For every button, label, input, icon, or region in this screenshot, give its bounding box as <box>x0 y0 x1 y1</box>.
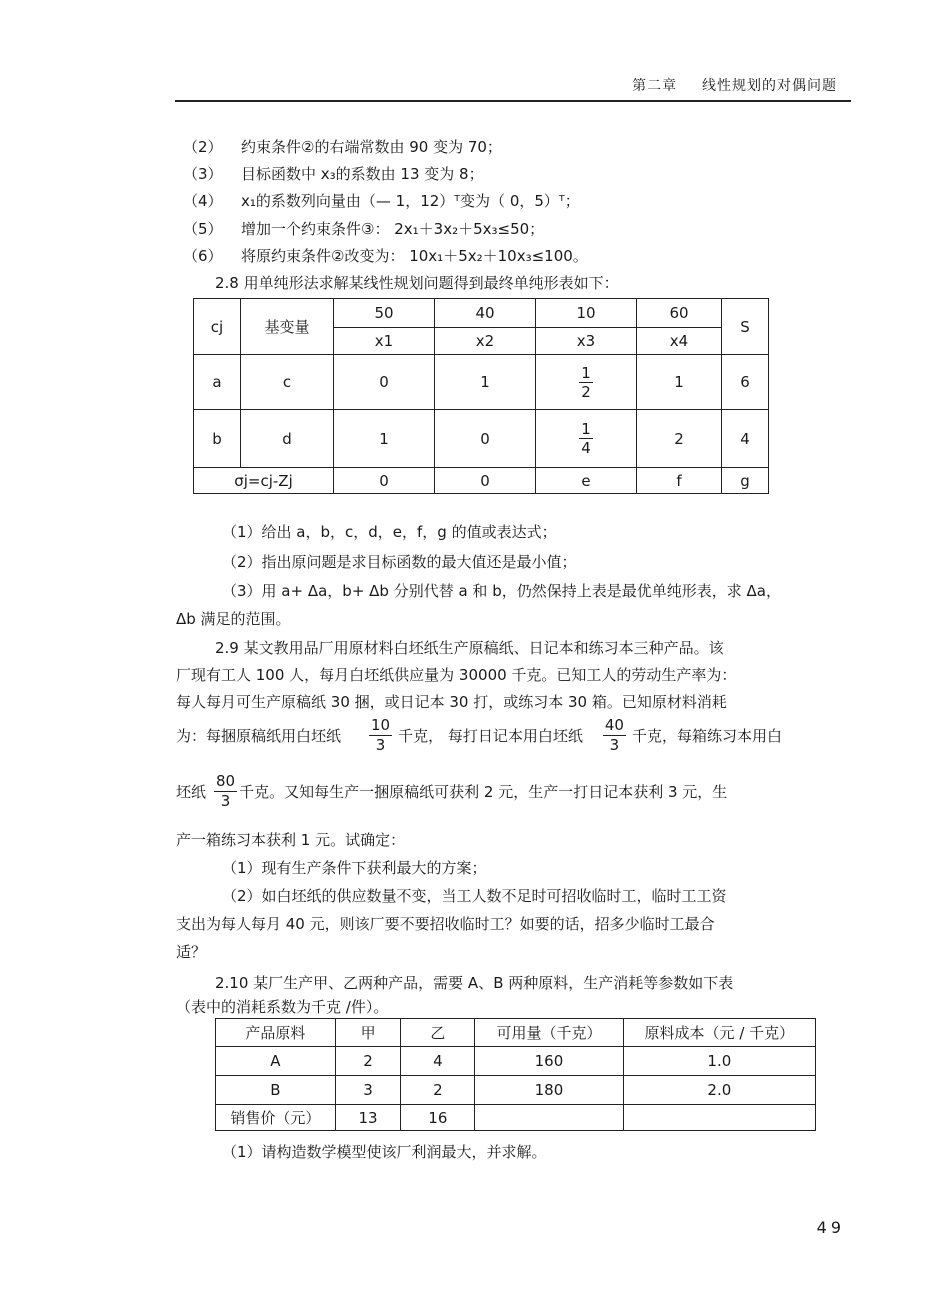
item-no: （4） <box>183 192 223 210</box>
fraction <box>579 364 593 401</box>
q29-l2: 厂现有工人 100 人，每月白坯纸供应量为 30000 千克。已知工人的劳动生产率为： <box>176 666 737 684</box>
table-row <box>194 410 769 468</box>
fraction <box>579 420 593 457</box>
q29-l3: 每人每月可生产原稿纸 30 捆，或日记本 30 打，或练习本 30 箱。已知原材料消耗 <box>176 693 727 711</box>
item-6 <box>183 245 588 266</box>
denominator: 3 <box>220 791 231 810</box>
cell: B <box>216 1076 336 1105</box>
var-cell: x4 <box>637 328 722 355</box>
cost-cell: 40 <box>435 299 536 328</box>
item-no: （3） <box>183 165 223 183</box>
text: 为：每捆原稿纸用白坯纸 <box>176 726 342 745</box>
cell: 2 <box>335 1047 401 1076</box>
denominator: 3 <box>375 735 386 754</box>
cell: A <box>216 1047 336 1076</box>
q28-q1: （1）给出 a，b，c，d，e，f，g 的值或表达式； <box>222 523 557 541</box>
q29-q2b: 支出为每人每月 40 元，则该厂要不要招收临时工？如要的话，招多少临时工最合 <box>176 915 715 933</box>
q28-q3a: （3）用 a+ Δa，b+ Δb 分别代替 a 和 b，仍然保持上表是最优单纯形表，求 Δa， <box>222 582 781 600</box>
sigma-cell: g <box>722 468 769 494</box>
row-c: a <box>194 355 241 410</box>
row-x4: 1 <box>637 355 722 410</box>
s-header: S <box>722 299 769 355</box>
page-number: 49 <box>816 1218 845 1237</box>
col-header: 乙 <box>401 1019 475 1047</box>
row-x4: 2 <box>637 410 722 468</box>
cell: 13 <box>335 1105 401 1131</box>
col-header: 产品原料 <box>216 1019 336 1047</box>
table-row <box>216 1105 816 1131</box>
q29-l5 <box>176 772 727 811</box>
table-row <box>216 1047 816 1076</box>
var-cell: x2 <box>435 328 536 355</box>
item-text: x₁的系数列向量由（— 1，12）ᵀ变为（ 0，5）ᵀ； <box>241 192 580 210</box>
sigma-row <box>194 468 769 494</box>
sigma-cell: 0 <box>435 468 536 494</box>
item-no: （2） <box>183 138 223 156</box>
item-no: （5） <box>183 220 223 238</box>
cell: 4 <box>401 1047 475 1076</box>
col-header: 甲 <box>335 1019 401 1047</box>
q29-q1: （1）现有生产条件下获利最大的方案； <box>222 859 487 877</box>
q29-l1: 2.9 某文教用品厂用原材料白坯纸生产原稿纸、日记本和练习本三种产品。该 <box>215 639 724 657</box>
denominator: 3 <box>609 735 620 754</box>
fraction <box>369 716 392 755</box>
var-cell: x3 <box>536 328 637 355</box>
col-header: 原料成本（元 / 千克） <box>623 1019 815 1047</box>
cost-cell: 60 <box>637 299 722 328</box>
table-row <box>194 355 769 410</box>
material-table <box>215 1018 816 1131</box>
sigma-label: σj=cj-Zj <box>194 468 334 494</box>
q29-q2c: 适？ <box>176 943 207 961</box>
numerator: 80 <box>216 772 236 790</box>
row-basis: c <box>241 355 334 410</box>
row-x1: 1 <box>334 410 435 468</box>
numerator: 40 <box>604 716 624 734</box>
table-row <box>216 1076 816 1105</box>
item-text: 增加一个约束条件③： 2x₁＋3x₂＋5x₃≤50； <box>241 220 545 238</box>
cell: 1.0 <box>623 1047 815 1076</box>
q29-q2a: （2）如白坯纸的供应数量不变，当工人数不足时可招收临时工，临时工工资 <box>222 887 727 905</box>
q28-intro: 2.8 用单纯形法求解某线性规划问题得到最终单纯形表如下： <box>215 274 619 292</box>
cell <box>623 1105 815 1131</box>
denominator: 2 <box>581 382 591 401</box>
cost-cell: 50 <box>334 299 435 328</box>
row-x1: 0 <box>334 355 435 410</box>
item-text: 约束条件②的右端常数由 90 变为 70； <box>241 138 502 156</box>
cell: 2.0 <box>623 1076 815 1105</box>
sigma-cell: 0 <box>334 468 435 494</box>
item-2 <box>183 136 502 157</box>
cell: 3 <box>335 1076 401 1105</box>
row-s: 4 <box>722 410 769 468</box>
text: 千克。又知每生产一捆原稿纸可获利 2 元，生产一打日记本获利 3 元，生 <box>239 782 728 801</box>
q28-q3b: Δb 满足的范围。 <box>176 610 291 628</box>
q210-q1: （1）请构造数学模型使该厂利润最大，并求解。 <box>222 1143 547 1161</box>
q29-l4 <box>176 716 782 755</box>
item-text: 将原约束条件②改变为： 10x₁＋5x₂＋10x₃≤100。 <box>241 247 588 265</box>
fraction <box>214 772 237 811</box>
cost-cell: 10 <box>536 299 637 328</box>
row-x2: 1 <box>435 355 536 410</box>
sigma-cell: f <box>637 468 722 494</box>
row-x3 <box>536 355 637 410</box>
cell <box>475 1105 623 1131</box>
cell: 180 <box>475 1076 623 1105</box>
cell: 销售价（元） <box>216 1105 336 1131</box>
cell: 2 <box>401 1076 475 1105</box>
text: 千克，每箱练习本用白 <box>631 726 782 745</box>
cell: 160 <box>475 1047 623 1076</box>
header-rule <box>175 100 851 102</box>
header-title: 线性规划的对偶问题 <box>702 78 837 94</box>
item-text: 目标函数中 x₃的系数由 13 变为 8； <box>241 165 484 183</box>
q29-l6: 产一箱练习本获利 1 元。试确定： <box>176 831 406 849</box>
text: 千克， 每打日记本用白坯纸 <box>398 726 583 745</box>
denominator: 4 <box>581 439 591 457</box>
sigma-cell: e <box>536 468 637 494</box>
item-3 <box>183 163 484 184</box>
row-x3 <box>536 410 637 468</box>
cell: 16 <box>401 1105 475 1131</box>
numerator: 1 <box>581 363 591 382</box>
numerator: 1 <box>581 420 591 438</box>
col-header: 可用量（千克） <box>475 1019 623 1047</box>
row-c: b <box>194 410 241 468</box>
var-cell: x1 <box>334 328 435 355</box>
item-5 <box>183 218 544 239</box>
basis-header: 基变量 <box>241 299 334 355</box>
item-4 <box>183 190 580 211</box>
header-chapter: 第二章 <box>632 78 678 94</box>
page-header <box>632 75 837 95</box>
row-basis: d <box>241 410 334 468</box>
fraction <box>603 716 626 755</box>
cj-header: cj <box>194 299 241 355</box>
row-s: 6 <box>722 355 769 410</box>
item-no: （6） <box>183 247 223 265</box>
q210-l1: 2.10 某厂生产甲、乙两种产品，需要 A、B 两种原料，生产消耗等参数如下表 <box>215 974 734 992</box>
row-x2: 0 <box>435 410 536 468</box>
q28-q2: （2）指出原问题是求目标函数的最大值还是最小值； <box>222 553 577 571</box>
numerator: 10 <box>371 716 391 734</box>
q210-l2: （表中的消耗系数为千克 /件）。 <box>176 998 389 1016</box>
text: 坯纸 <box>176 782 207 801</box>
simplex-table <box>193 298 769 494</box>
